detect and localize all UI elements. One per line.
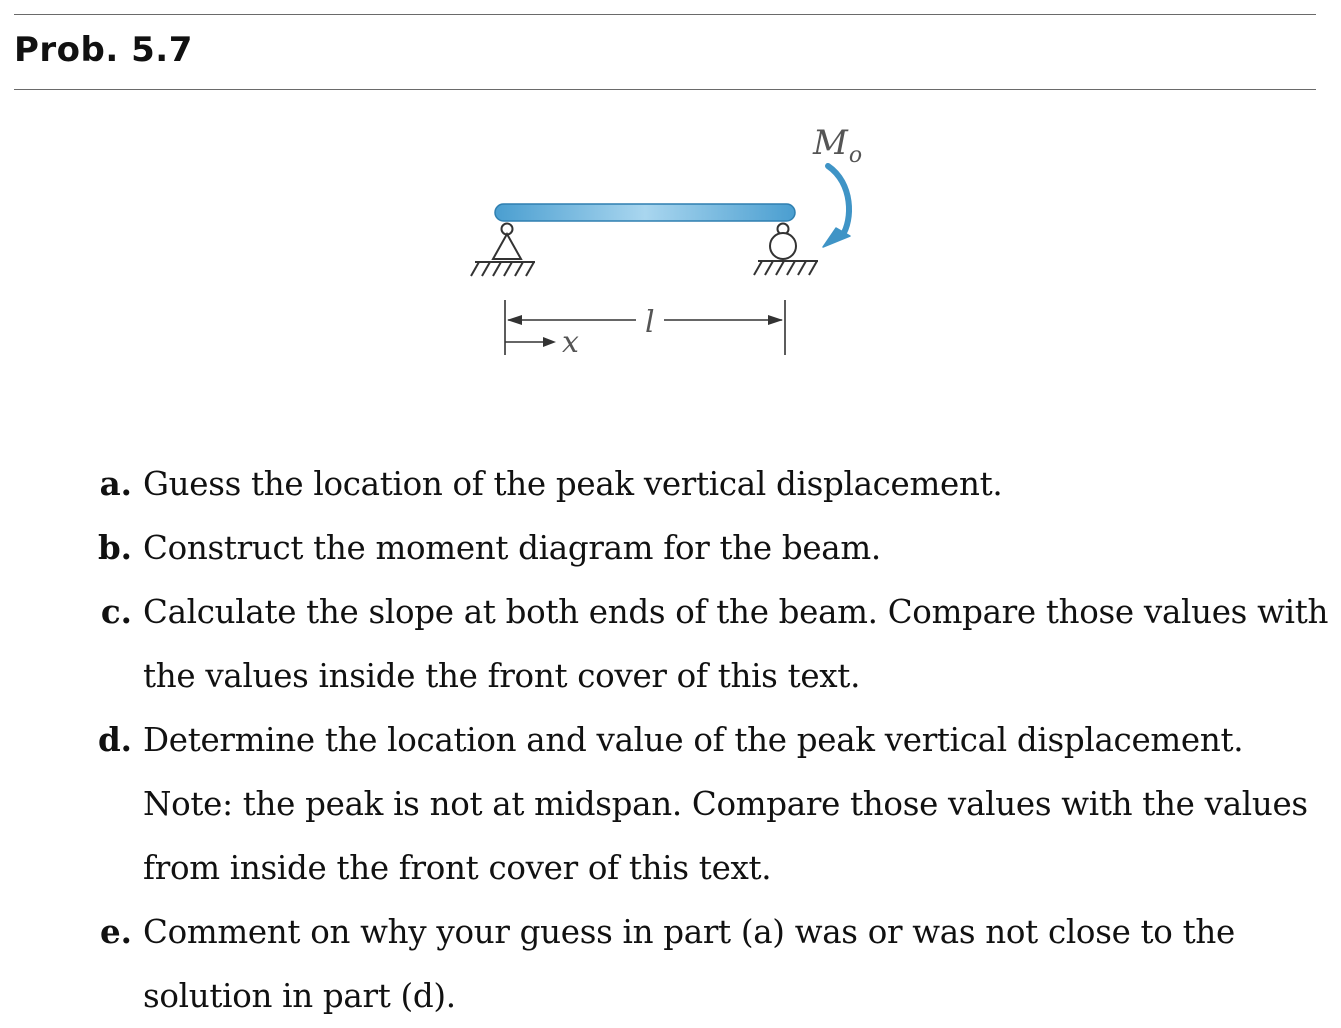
question-text: Guess the location of the peak vertical displacement. [143,465,1003,503]
question-item [90,516,1330,580]
question-label: b. [97,528,132,567]
question-label: d. [97,720,132,759]
question-label: e. [100,912,132,951]
beam-figure [0,0,1341,400]
question-item [90,452,1330,516]
question-item [90,708,1330,900]
question-label: a. [99,464,132,503]
question-list [90,452,1330,1028]
question-text: Construct the moment diagram for the beam. [143,529,881,567]
question-text: Calculate the slope at both ends of the beam. Compare those values with the values inside the front cover of this text. [143,593,1329,695]
moment-label: $M_o$ [813,123,863,168]
question-label: c. [100,592,132,631]
question-text: Comment on why your guess in part (a) was or was not close to the solution in part (d). [143,913,1235,1015]
length-label: l [645,305,655,340]
pin-support-left [471,224,535,277]
moment-arrow [823,166,850,247]
question-text: Determine the location and value of the peak vertical displacement. Note: the peak is not at midspan. Compare those values with the values from inside the front cover of this text. [143,721,1308,887]
question-item [90,580,1330,708]
problem-title: Prob. 5.7 [14,30,193,70]
beam [495,204,795,221]
question-item [90,900,1330,1028]
x-axis-arrow [505,337,556,347]
roller-support-right [754,224,818,276]
x-label: x [562,325,579,360]
